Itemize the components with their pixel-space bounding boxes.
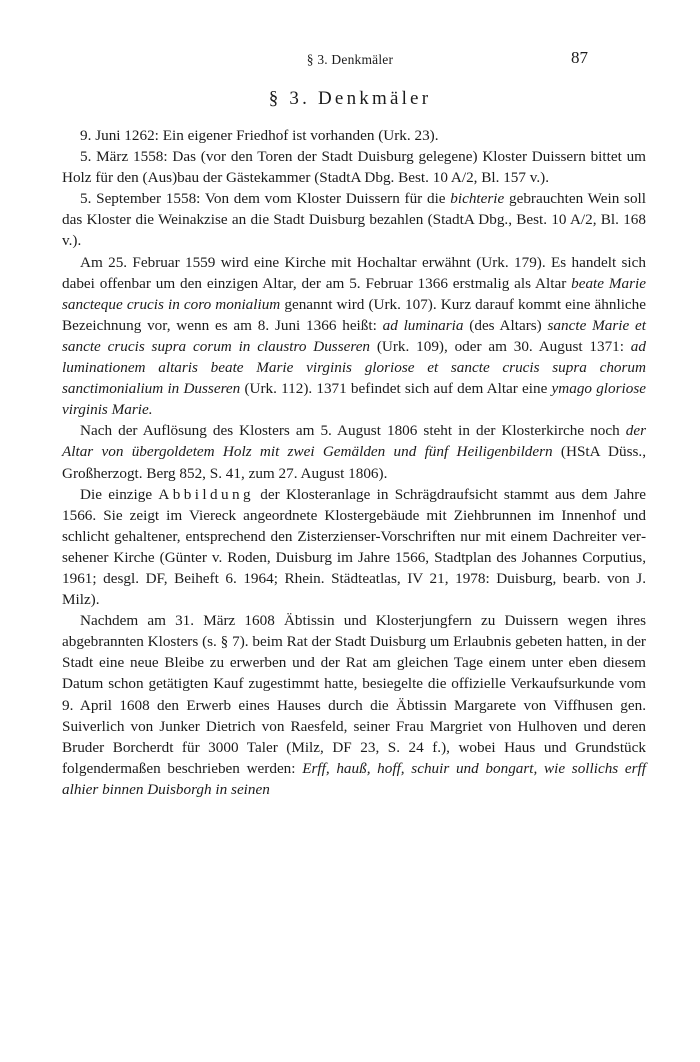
text-run: Nach der Auflösung des Klosters am 5. August 1806 steht in der Klosterkirche noch xyxy=(80,422,626,440)
text-run: (Urk. 109), oder am 30. August 1371: xyxy=(370,337,631,355)
text-run: Nachdem am 31. März 1608 Äbtissin und Klosterjungfern zu Duissern wegen ihres abgebrannten Klosters (s. § 7). beim Rat der Stadt Duisburg um Erlaubnis gebeten hatten, in der Stadt eine neue Bleibe zu erwerben und der Rat am gleichen Tage einem unter eben diesem Datum schon getätigten Kauf zugestimmt hatte, besiegelte die offizielle Verkaufsurkunde vom 9. April 1608 den Erwerb eines Hauses durch die Äbtissin Margarete von Viffhusen gen. Suiverlich von Junker Dietrich von Raesfeld, seiner Frau Margriet von Hulhoven und deren Bruder Borcherdt für 3000 Taler (Milz, DF 23, S. 24 f.), wobei Haus und Grundstück folgendermaßen beschrieben werden: xyxy=(62,612,646,777)
spaced-term: Abbildung xyxy=(158,485,254,503)
italic-phrase: ad luminationem altaris beate Marie virginis gloriose et sancte crucis supra chorum sanctimonialium in Dusseren xyxy=(62,337,646,398)
page-number: 87 xyxy=(571,48,588,67)
italic-phrase: bichterie xyxy=(450,190,505,208)
text-run: der Klosteranlage in Schrägdraufsicht stammt aus dem Jahre 1566. Sie zeigt im Viereck angeordnete Klostergebäude mit Ziehbrunnen im Innenhof und schlicht gehaltener, entsprechend den Zisterzienser-Vorschriften nur mit einem Dachreiter versehener Kirche (Günter v. Roden, Duisburg im Jahre 1566, Stadtplan des Johannes Corputius, 1961; desgl. DF, Beiheft 6. 1964; Rhein. Städteatlas, IV 21, 1978: Duisburg, bearb. von J. Milz). xyxy=(62,485,646,609)
text-run: 5. September 1558: Von dem vom Kloster Duissern für die xyxy=(80,190,451,208)
paragraph-4 xyxy=(62,252,646,421)
italic-phrase: ad luminaria xyxy=(382,316,464,334)
paragraph-3 xyxy=(62,188,646,251)
text-run: (HStA Düss., Großherzogt. Berg 852, S. 41, zum 27. August 1806). xyxy=(62,443,646,482)
italic-phrase: der Altar von übergoldetem Holz mit zwei Gemälden und fünf Heiligenbildern xyxy=(62,422,646,461)
italic-phrase: ymago gloriose virginis Marie. xyxy=(62,380,646,419)
text-run: gebrauchten Wein soll das Kloster die Weinakzise an die Stadt Duisburg bezahlen (StadtA Dbg., Best. 10 A/2, Bl. 168 v.). xyxy=(62,190,646,250)
section-heading: § 3. Denkmäler xyxy=(268,88,432,109)
running-head xyxy=(0,48,700,74)
italic-phrase: beate Marie sancteque crucis in coro monialium xyxy=(62,274,646,313)
text-run: 5. März 1558: Das (vor den Toren der Stadt Duisburg gelegene) Kloster Duissern bittet um Holz für den (Aus)bau der Gästekammer (StadtA Dbg. Best. 10 A/2, Bl. 157 v.). xyxy=(62,148,646,187)
paragraph-6 xyxy=(62,484,646,611)
text-run: genannt wird (Urk. 107). Kurz darauf kommt eine ähnliche Bezeichnung vor, wenn es am 8. Juni 1366 heißt: xyxy=(62,295,646,334)
text-run: Die einzige xyxy=(80,485,159,503)
italic-phrase: Erff, hauß, hoff, schuir und bongart, wie sollichs erff alhier binnen Duisborgh in seinen xyxy=(62,759,646,798)
text-run: (des Altars) xyxy=(463,316,548,334)
text-run: 9. Juni 1262: Ein eigener Friedhof ist vorhanden (Urk. 23). xyxy=(80,127,439,144)
paragraph-5 xyxy=(62,420,646,483)
paragraph-7 xyxy=(62,610,646,800)
paragraph-2 xyxy=(62,146,646,188)
text-run: (Urk. 112). 1371 befindet sich auf dem Altar eine xyxy=(240,380,552,398)
text-run: Am 25. Februar 1559 wird eine Kirche mit Hochaltar erwähnt (Urk. 179). Es handelt sich dabei offenbar um den einzigen Altar, der am 5. Februar 1366 erstmalig als Altar xyxy=(62,253,646,292)
body-text xyxy=(62,125,646,800)
running-title: § 3. Denkmäler xyxy=(306,52,394,67)
italic-phrase: sancte Marie et sancte crucis supra corum in claustro Dusseren xyxy=(62,316,646,355)
paragraph-1 xyxy=(62,125,646,146)
